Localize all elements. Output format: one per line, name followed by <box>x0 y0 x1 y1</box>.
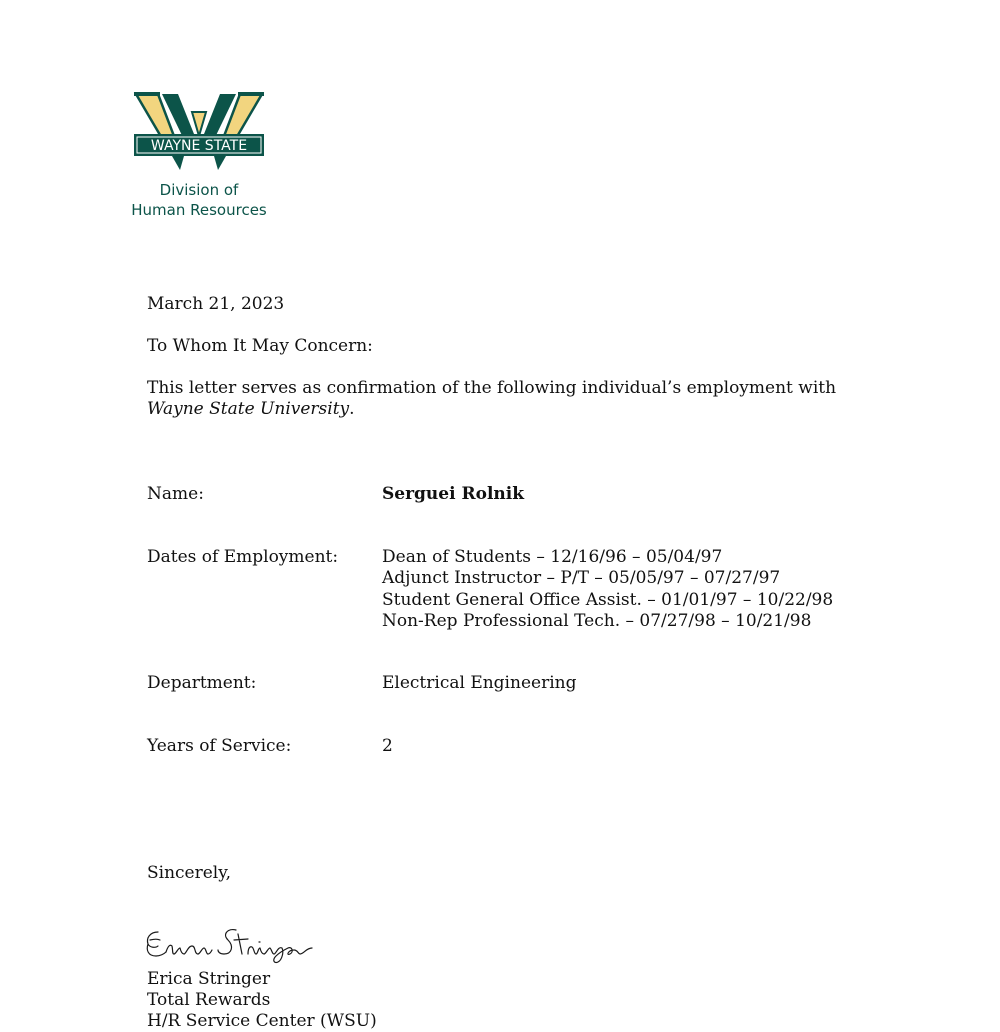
intro-suffix: . <box>349 399 355 419</box>
division-line-2: Human Resources <box>131 201 267 219</box>
years-value: 2 <box>382 736 393 756</box>
date-entry: Non-Rep Professional Tech. – 07/27/98 – 10/21/98 <box>382 610 812 631</box>
wayne-state-w-emblem <box>128 92 270 174</box>
intro-organization: Wayne State University <box>147 399 350 419</box>
signer-unit: H/R Service Center (WSU) <box>147 1011 377 1031</box>
sign-off: Sincerely, <box>147 863 231 883</box>
department-label: Department: <box>147 673 257 693</box>
salutation: To Whom It May Concern: <box>147 336 373 356</box>
signer-title: Total Rewards <box>147 990 271 1010</box>
signer-block <box>147 969 377 1032</box>
division-line-1: Division of <box>159 181 239 199</box>
logo-text: WAYNE STATE <box>150 138 248 154</box>
name-label: Name: <box>147 484 204 504</box>
date-entry: Student General Office Assist. – 01/01/97 – 10/22/98 <box>382 589 834 610</box>
department-value: Electrical Engineering <box>382 673 577 693</box>
intro-paragraph <box>147 378 837 420</box>
date-entry: Adjunct Instructor – P/T – 05/05/97 – 07/27/97 <box>382 568 781 589</box>
signer-name: Erica Stringer <box>147 969 271 989</box>
wayne-state-logo <box>128 92 270 222</box>
handwritten-signature <box>144 920 324 966</box>
division-label <box>128 180 270 220</box>
dates-list <box>382 547 833 632</box>
letter-date: March 21, 2023 <box>147 294 285 314</box>
dates-label: Dates of Employment: <box>147 547 339 567</box>
name-value: Serguei Rolnik <box>382 484 525 504</box>
date-entry: Dean of Students – 12/16/96 – 05/04/97 <box>382 547 723 567</box>
intro-prefix: This letter serves as confirmation of the following individual’s employment with <box>147 378 837 398</box>
years-label: Years of Service: <box>147 736 292 756</box>
